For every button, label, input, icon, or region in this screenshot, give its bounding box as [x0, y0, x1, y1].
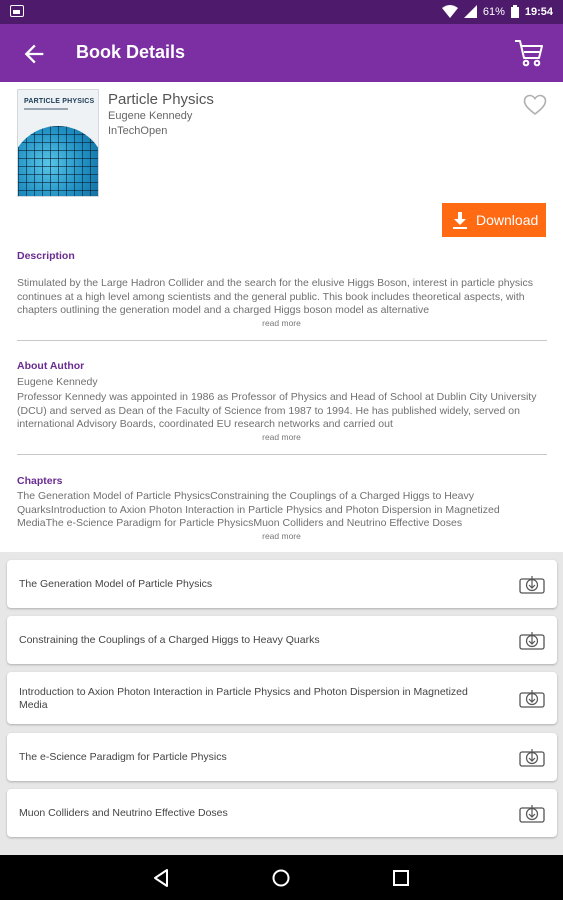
chapter-title: The Generation Model of Particle Physics — [19, 578, 213, 590]
chapter-item[interactable] — [7, 616, 557, 664]
download-label: Download — [476, 212, 539, 228]
battery-percent: 61% — [482, 5, 505, 18]
chapter-download-icon[interactable] — [519, 747, 545, 767]
status-bar — [0, 0, 563, 24]
chapter-title: Introduction to Axion Photon Interaction in Particle Physics and Photon Dispersion in Magnetized Media — [19, 686, 468, 711]
chapter-list — [0, 552, 563, 855]
page-title: Book Details — [76, 42, 186, 62]
clock: 19:54 — [524, 5, 553, 18]
divider — [17, 340, 547, 341]
nav-home-icon[interactable] — [270, 867, 292, 889]
book-cover — [17, 89, 99, 197]
notification-image-icon — [10, 5, 24, 17]
cover-subtitle-line — [24, 108, 68, 110]
description-heading: Description — [17, 250, 75, 262]
wifi-icon — [442, 5, 458, 18]
chapter-title: Constraining the Couplings of a Charged Higgs to Heavy Quarks — [19, 634, 320, 646]
chapter-item[interactable] — [7, 672, 557, 724]
about-author-heading: About Author — [17, 360, 85, 372]
signal-icon — [464, 5, 477, 18]
chapter-item[interactable] — [7, 560, 557, 608]
cover-title: PARTICLE PHYSICS — [24, 98, 95, 105]
cart-icon[interactable] — [513, 38, 545, 68]
chapter-download-icon[interactable] — [519, 688, 545, 708]
nav-back-icon[interactable] — [150, 867, 172, 889]
app-bar — [0, 24, 563, 82]
description-read-more-link[interactable]: read more — [262, 318, 301, 328]
description-text: Stimulated by the Large Hadron Collider and the search for the elusive Higgs Boson, interest in particle physics continues at a high level among scientists and the general public. This book includes theoretical aspects, with chapters outlining the generation model and a charged Higgs boson model as alternative — [17, 277, 533, 316]
book-publisher: InTechOpen — [108, 125, 168, 137]
book-title: Particle Physics — [108, 91, 214, 108]
chapters-summary-text: The Generation Model of Particle PhysicsConstraining the Couplings of a Charged Higgs to Heavy QuarksIntroduction to Axion Photon Interaction in Particle Physics and Photon Dispersion in Magnetized MediaThe e-Science Paradigm for Particle PhysicsMuon Colliders and Neutrino Effective Doses — [17, 490, 500, 529]
system-nav-bar — [0, 855, 563, 900]
about-author-read-more-link[interactable]: read more — [262, 432, 301, 442]
chapters-read-more-link[interactable]: read more — [262, 531, 301, 541]
chapter-title: The e-Science Paradigm for Particle Physics — [19, 751, 227, 763]
download-button[interactable] — [442, 203, 546, 237]
chapter-item[interactable] — [7, 733, 557, 781]
favorite-heart-icon[interactable] — [523, 94, 547, 116]
divider — [17, 454, 547, 455]
status-icons — [442, 5, 553, 18]
chapter-title: Muon Colliders and Neutrino Effective Doses — [19, 807, 228, 819]
download-icon — [452, 212, 468, 229]
chapter-download-icon[interactable] — [519, 803, 545, 823]
about-author-name: Eugene Kennedy — [17, 376, 98, 388]
arrow-back-icon[interactable] — [20, 40, 48, 68]
chapters-heading: Chapters — [17, 475, 63, 487]
nav-recents-icon[interactable] — [390, 867, 412, 889]
about-author-text: Professor Kennedy was appointed in 1986 as Professor of Physics and Head of School at Dublin City University (DCU) and served as Dean of the Faculty of Science from 1987 to 1994. He has published widely, served on international Advisory Boards, coordinated EU research networks and carried out — [17, 391, 537, 430]
battery-icon — [511, 5, 519, 18]
book-details — [0, 82, 563, 552]
chapter-item[interactable] — [7, 789, 557, 837]
cover-grid-pattern — [17, 126, 99, 197]
chapter-download-icon[interactable] — [519, 630, 545, 650]
book-author: Eugene Kennedy — [108, 110, 193, 122]
chapter-download-icon[interactable] — [519, 574, 545, 594]
